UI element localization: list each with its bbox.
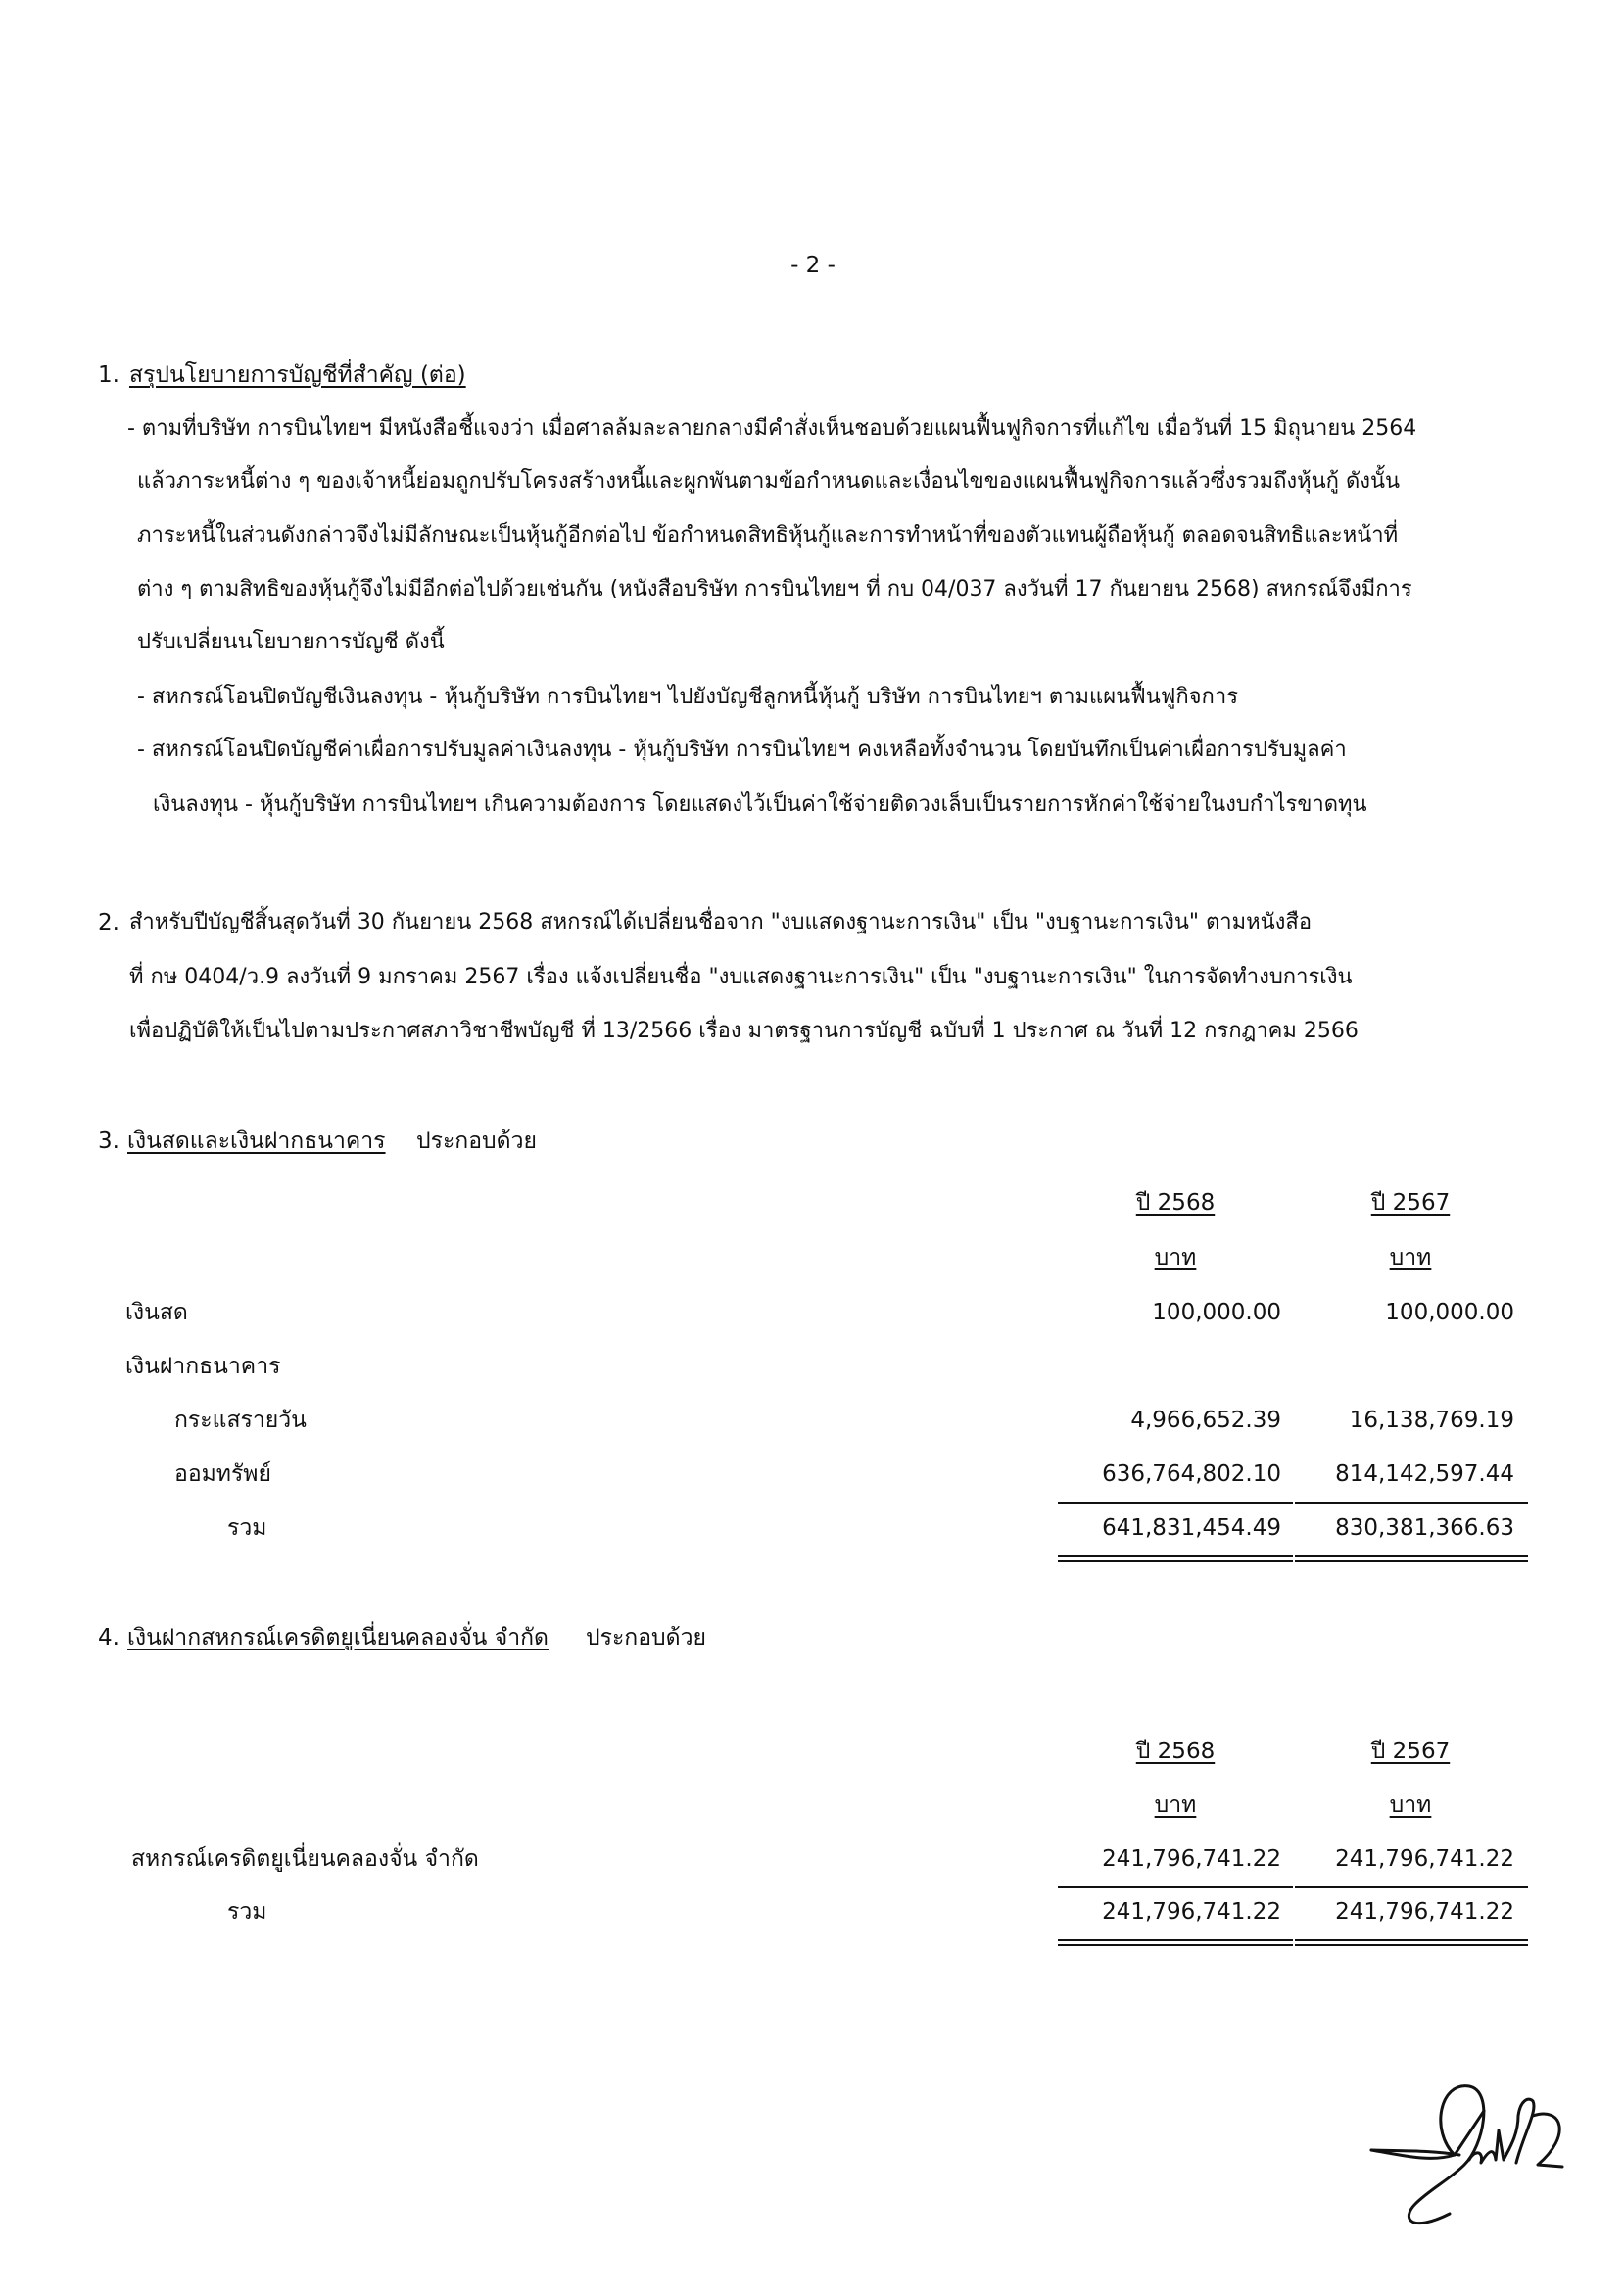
signature-icon xyxy=(1361,2057,1587,2243)
section3-number: 3. xyxy=(98,1128,119,1154)
section2-line-2: ที่ กษ 0404/ว.9 ลงวันที่ 9 มกราคม 2567 เรื่อง แจ้งเปลี่ยนชื่อ "งบแสดงฐานะการเงิน" เป็น "งบฐานะการเงิน" ในการจัดทำงบการเงิน xyxy=(129,965,1353,989)
section2-number: 2. xyxy=(98,910,119,935)
section3-col-2568-unit: บาท xyxy=(1154,1245,1197,1270)
section1-bullet-2: - สหกรณ์โอนปิดบัญชีค่าเผื่อการปรับมูลค่าเงินลงทุน - หุ้นกู้บริษัท การบินไทยฯ คงเหลือทั้งจำนวน โดยบันทึกเป็นค่าเผื่อการปรับมูลค่า xyxy=(137,738,1347,762)
section4-row-value-2567: 241,796,741.22 xyxy=(1335,1846,1514,1872)
section4-col-2568-unit: บาท xyxy=(1154,1793,1197,1818)
section3-row-label: เงินสด xyxy=(125,1300,188,1325)
section3-total-label: รวม xyxy=(227,1515,267,1541)
section4-total-double-rule-2567 xyxy=(1295,1939,1528,1946)
section1-line-1: - ตามที่บริษัท การบินไทยฯ มีหนังสือชี้แจงว่า เมื่อศาลล้มละลายกลางมีคำสั่งเห็นชอบด้วยแผนฟื้นฟูกิจการที่แก้ไข เมื่อวันที่ 15 มิถุนายน 2564 xyxy=(127,416,1417,441)
section3-row-label: กระแสรายวัน xyxy=(174,1408,307,1433)
section4-total-2568: 241,796,741.22 xyxy=(1102,1899,1281,1925)
section3-subtotal-rule-2567 xyxy=(1295,1502,1528,1504)
section1-bullet-2-cont: เงินลงทุน - หุ้นกู้บริษัท การบินไทยฯ เกินความต้องการ โดยแสดงไว้เป็นค่าใช้จ่ายติดวงเล็บเป็นรายการหักค่าใช้จ่ายในงบกำไรขาดทุน xyxy=(153,792,1367,817)
section3-suffix: ประกอบด้วย xyxy=(416,1128,537,1154)
section1-number: 1. xyxy=(98,362,119,388)
section4-subtotal-rule-2567 xyxy=(1295,1886,1528,1888)
section3-title: เงินสดและเงินฝากธนาคาร xyxy=(127,1128,386,1154)
section3-total-2567: 830,381,366.63 xyxy=(1335,1515,1514,1541)
page-number: - 2 - xyxy=(790,253,836,278)
section4-col-2567-year: ปี 2567 xyxy=(1370,1739,1451,1764)
section3-total-double-rule-2568 xyxy=(1058,1555,1293,1562)
section4-row-label: สหกรณ์เครดิตยูเนี่ยนคลองจั่น จำกัด xyxy=(131,1846,479,1872)
section3-row-value-2568: 636,764,802.10 xyxy=(1102,1461,1281,1487)
section2-line-3: เพื่อปฏิบัติให้เป็นไปตามประกาศสภาวิชาชีพบัญชี ที่ 13/2566 เรื่อง มาตรฐานการบัญชี ฉบับที่ 1 ประกาศ ณ วันที่ 12 กรกฎาคม 2566 xyxy=(129,1019,1359,1043)
section3-col-2568-year: ปี 2568 xyxy=(1135,1190,1216,1216)
section3-total-2568: 641,831,454.49 xyxy=(1102,1515,1281,1541)
section3-row-value-2567: 814,142,597.44 xyxy=(1335,1461,1514,1487)
section4-row-value-2568: 241,796,741.22 xyxy=(1102,1846,1281,1872)
section3-col-2567-unit: บาท xyxy=(1389,1245,1432,1270)
section4-total-double-rule-2568 xyxy=(1058,1939,1293,1946)
section1-line-2: แล้วภาระหนี้ต่าง ๆ ของเจ้าหนี้ย่อมถูกปรับโครงสร้างหนี้และผูกพันตามข้อกำหนดและเงื่อนไขของแผนฟื้นฟูกิจการแล้วซึ่งรวมถึงหุ้นกู้ ดังนั้น xyxy=(137,469,1401,494)
section3-row-label: เงินฝากธนาคาร xyxy=(125,1354,281,1379)
section4-subtotal-rule-2568 xyxy=(1058,1886,1293,1888)
section1-bullet-1: - สหกรณ์โอนปิดบัญชีเงินลงทุน - หุ้นกู้บริษัท การบินไทยฯ ไปยังบัญชีลูกหนี้หุ้นกู้ บริษัท การบินไทยฯ ตามแผนฟื้นฟูกิจการ xyxy=(137,685,1239,709)
section4-col-2567-unit: บาท xyxy=(1389,1793,1432,1818)
section4-suffix: ประกอบด้วย xyxy=(586,1625,706,1650)
section4-total-2567: 241,796,741.22 xyxy=(1335,1899,1514,1925)
section3-row-value-2568: 4,966,652.39 xyxy=(1130,1408,1281,1433)
section3-total-double-rule-2567 xyxy=(1295,1555,1528,1562)
section1-line-3: ภาระหนี้ในส่วนดังกล่าวจึงไม่มีลักษณะเป็นหุ้นกู้อีกต่อไป ข้อกำหนดสิทธิหุ้นกู้และการทำหน้าที่ของตัวแทนผู้ถือหุ้นกู้ ตลอดจนสิทธิและหน้าที่ xyxy=(137,523,1399,548)
section1-title: สรุปนโยบายการบัญชีที่สำคัญ (ต่อ) xyxy=(129,362,466,388)
section3-row-value-2568: 100,000.00 xyxy=(1152,1300,1281,1325)
section4-title: เงินฝากสหกรณ์เครดิตยูเนี่ยนคลองจั่น จำกัด xyxy=(127,1625,549,1650)
section4-total-label: รวม xyxy=(227,1899,267,1925)
section3-subtotal-rule-2568 xyxy=(1058,1502,1293,1504)
section4-col-2568-year: ปี 2568 xyxy=(1135,1739,1216,1764)
section2-line-1: สำหรับปีบัญชีสิ้นสุดวันที่ 30 กันยายน 2568 สหกรณ์ได้เปลี่ยนชื่อจาก "งบแสดงฐานะการเงิน" เป็น "งบฐานะการเงิน" ตามหนังสือ xyxy=(129,910,1313,934)
section3-row-label: ออมทรัพย์ xyxy=(174,1461,271,1487)
section3-row-value-2567: 100,000.00 xyxy=(1385,1300,1514,1325)
section1-line-4: ต่าง ๆ ตามสิทธิของหุ้นกู้จึงไม่มีอีกต่อไปด้วยเช่นกัน (หนังสือบริษัท การบินไทยฯ ที่ กบ 04/037 ลงวันที่ 17 กันยายน 2568) สหกรณ์จึงมีการ xyxy=(137,577,1412,601)
section4-number: 4. xyxy=(98,1625,119,1650)
section3-row-value-2567: 16,138,769.19 xyxy=(1349,1408,1514,1433)
section3-col-2567-year: ปี 2567 xyxy=(1370,1190,1451,1216)
section1-line-5: ปรับเปลี่ยนนโยบายการบัญชี ดังนี้ xyxy=(137,630,445,654)
